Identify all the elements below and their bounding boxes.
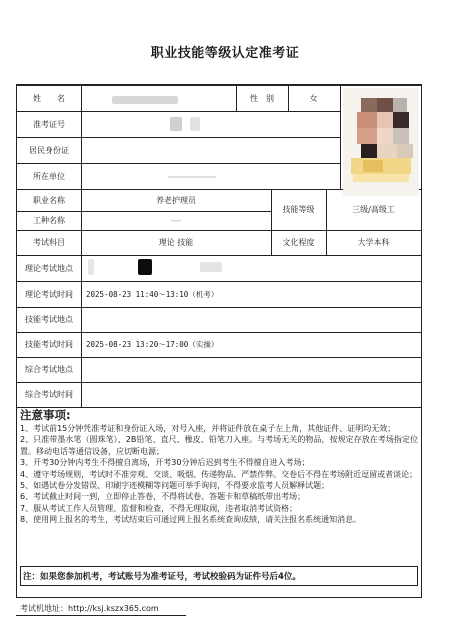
redacted-place [138, 259, 152, 275]
education-label: 文化程度 [282, 238, 315, 247]
profession-value: 养老护理员 [156, 195, 196, 205]
notice-list [20, 423, 418, 526]
notice-heading: 注意事项: [20, 408, 71, 422]
footer-divider [16, 615, 186, 616]
name-label: 姓 名 [33, 93, 65, 103]
education-value: 大学本科 [357, 238, 390, 247]
exam-no-label: 准考证号 [33, 119, 65, 129]
notice-item: 2、只准带墨水笔（圆珠笔）、2B铅笔、直尺、橡皮、铅笔刀入座。与考场无关的物品，按规定存放在考场指定位置。移动电话等通信设备，应切断电源； [20, 435, 418, 456]
theory-place-value [81, 255, 421, 281]
notice-item: 1、考试前15分钟凭准考证和身份证入场，对号入座，并将证件放在桌子左上角，其他证件、证明均无效； [20, 424, 396, 433]
subject-value: 理论 技能 [158, 238, 194, 247]
gender-value: 女 [309, 93, 318, 103]
unit-label: 所在单位 [33, 171, 65, 181]
comp-time-value [81, 382, 421, 407]
exam-site-address: 考试机地址：http://ksj.kszx365.com [20, 604, 159, 613]
theory-time-value: 2025-08-23 11:40～13:10（机考） [86, 289, 219, 299]
level-label: 技能等级 [282, 205, 315, 214]
notice-item: 6、考试截止时间一到，立即停止答卷，不得将试卷、答题卡和草稿纸带出考场； [20, 492, 306, 502]
page-title: 职业技能等级认定准考证 [150, 46, 300, 61]
skill-time-value: 2025-08-23 13:20～17:00（实操） [86, 340, 219, 349]
skill-place-label: 技能考试地点 [25, 315, 73, 324]
exam-no-value [81, 111, 339, 137]
profession-label: 职业名称 [33, 195, 65, 205]
machine-exam-warning: 注：如果您参加机考，考试账号为准考证号，考试校验码为证件号后4位。 [20, 566, 418, 586]
theory-time-label: 理论考试时间 [25, 289, 73, 299]
id-value [81, 137, 339, 163]
comp-time-label: 综合考试时间 [25, 390, 73, 399]
subject-label: 考试科目 [33, 238, 65, 247]
notice-item: 7、服从考试工作人员管理、监督和检查，不得无理取闹，违者取消考试资格； [20, 503, 298, 513]
type-value: ---- [170, 216, 182, 225]
id-label: 居民身份证 [29, 145, 69, 155]
type-label: 工种名称 [33, 216, 65, 225]
notice-item: 4、遵守考场规则，考试时不准旁观、交谈、吸烟、传递物品、严禁作弊。交卷后不得在考场附近逗留或者谈论； [20, 469, 418, 479]
skill-place-value [81, 307, 421, 332]
theory-place-label: 理论考试地点 [25, 263, 73, 273]
gender-label: 性 别 [250, 93, 274, 103]
level-value: 三级/高级工 [352, 205, 395, 214]
skill-time-label: 技能考试时间 [25, 340, 73, 349]
comp-place-label: 综合考试地点 [25, 365, 73, 374]
comp-place-value [81, 357, 421, 382]
candidate-photo [343, 88, 419, 196]
redacted-exam-no [170, 117, 182, 131]
notice-item: 8、使用网上报名的考生，考试结束后可通过网上报名系统查询成绩，请关注报名系统通知消息。 [20, 515, 362, 525]
notice-item: 3、开考30分钟内考生不得擅自离场，开考30分钟后迟到考生不得擅自进入考场； [20, 458, 310, 468]
notice-item: 5、如遇试卷分发错误、印刷字迹模糊等问题可举手询问，不得要求监考人员解释试题； [20, 481, 330, 491]
redacted-name [112, 96, 178, 104]
